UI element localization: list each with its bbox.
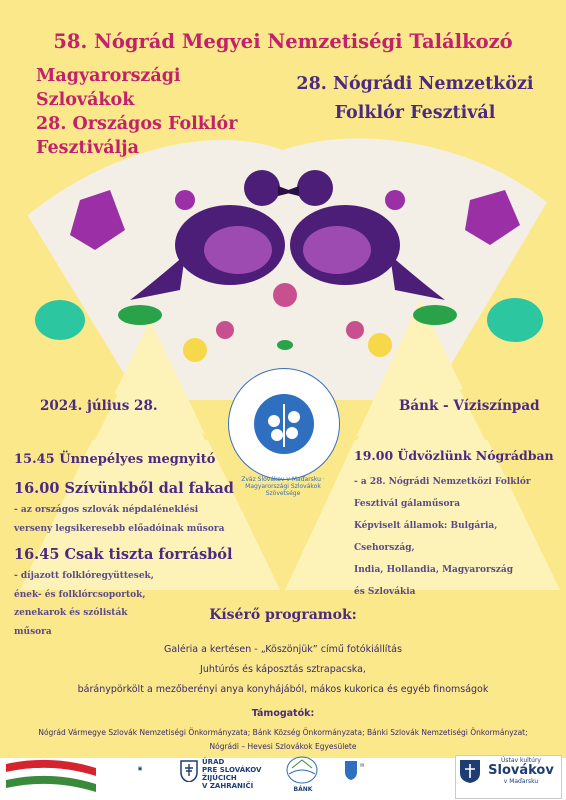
stamp-text: Zväz Slovákov v Maďarsku · Magyarországi Szlovákok Szövetsége xyxy=(241,476,325,497)
ustav-line: v Maďarsku xyxy=(503,778,539,785)
program-line: Képviselt államok: Bulgária, Csehország, xyxy=(354,521,498,553)
program-heading: 19.00 Üdvözlünk Nógrádban xyxy=(354,448,554,463)
kisero-line: Juhtúrós és káposztás sztrapacska, xyxy=(200,664,366,675)
event-venue: Bánk - Víziszínpad xyxy=(399,398,540,414)
program-line: ének- és folklórcsoportok, xyxy=(14,589,146,600)
urad-line: ÚRAD xyxy=(202,758,225,766)
left-title-line: 28. Országos Folklór xyxy=(36,114,238,134)
right-title-line: Folklór Fesztivál xyxy=(334,103,496,123)
supporters-title: Támogatók: xyxy=(251,708,315,719)
program-heading: 15.45 Ünnepélyes megnyitó xyxy=(14,452,216,467)
program-right xyxy=(354,448,559,603)
kisero-title: Kísérő programok: xyxy=(209,607,357,623)
bank-village-logo xyxy=(286,756,318,786)
urad-logo-text xyxy=(202,758,261,790)
bank-logo-text: BÁNK xyxy=(293,786,313,793)
ministry-logo: ▣ xyxy=(137,766,143,772)
ustav-line: Slovákov xyxy=(488,763,554,778)
left-title xyxy=(36,64,276,160)
ustav-logo-text xyxy=(484,757,558,785)
program-line: verseny legsikeresebb előadóinak műsora xyxy=(14,523,225,534)
program-heading: 16.45 Csak tiszta forrásból xyxy=(14,546,233,563)
program-line: Fesztivál gálaműsora xyxy=(354,499,461,509)
slovak-coat-of-arms-icon xyxy=(180,760,198,782)
program-line: - díjazott folklóregyüttesek, xyxy=(14,571,154,581)
left-title-line: Szlovákok xyxy=(36,90,135,110)
program-line: India, Hollandia, Magyarország xyxy=(354,565,514,575)
main-title: 58. Nógrád Megyei Nemzetiségi Találkozó xyxy=(53,30,513,53)
program-line: és Szlovákia xyxy=(354,587,416,597)
supporters-list xyxy=(20,726,546,754)
supporters-line: Nógrádi – Hevesi Szlovákok Egyesülete xyxy=(209,742,357,751)
association-emblem-icon xyxy=(344,760,358,780)
ustav-line: Ústav kultúry xyxy=(501,757,541,764)
right-title-line: 28. Nógrádi Nemzetközi xyxy=(296,74,534,94)
association-logo-text: ▤ xyxy=(360,762,364,767)
event-date: 2024. július 28. xyxy=(40,398,158,414)
left-title-line: Fesztiválja xyxy=(36,138,139,158)
program-line: zenekarok és szólisták xyxy=(14,608,128,618)
urad-line: ŽIJÚCICH xyxy=(202,774,237,782)
urad-line: PRE SLOVÁKOV xyxy=(202,766,262,774)
program-line: műsora xyxy=(14,626,52,637)
ustav-emblem-icon xyxy=(459,759,481,783)
hungarian-flag-logo xyxy=(6,754,96,800)
kisero-line: Galéria a kertésen - „Köszönjük” című fotókiállítás xyxy=(164,644,402,655)
kisero-line: báránypörkölt a mezőberényi anya konyhájából, mákos kukorica és egyéb finomságok xyxy=(77,684,489,695)
program-line: - az országos szlovák népdaléneklési xyxy=(14,505,199,515)
program-line: - a 28. Nógrádi Nemzetközi Folklór xyxy=(354,477,531,487)
left-title-line: Magyarországi xyxy=(36,66,181,86)
program-heading: 16.00 Szívünkből dal fakad xyxy=(14,480,234,497)
supporters-line: Nógrád Vármegye Szlovák Nemzetiségi Önkormányzata; Bánk Község Önkormányzata; Bánki Szlovák Nemzetiségi Önkormányzat; xyxy=(38,728,528,737)
right-title xyxy=(290,70,540,128)
urad-line: V ZAHRANIČÍ xyxy=(202,782,254,790)
